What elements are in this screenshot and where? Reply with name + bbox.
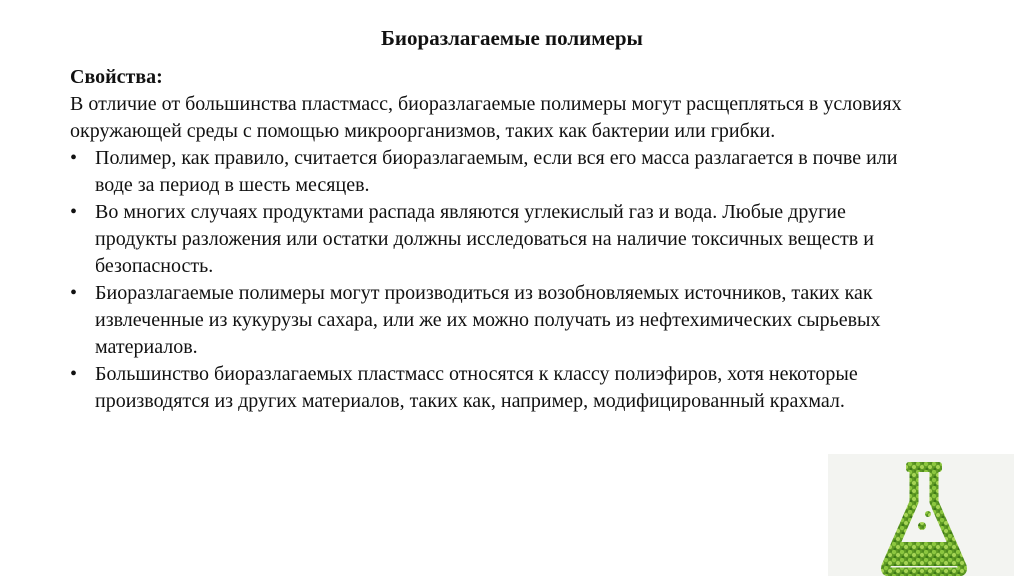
bullet-text: Биоразлагаемые полимеры могут производиться из возобновляемых источников, таких как извлеченные из кукурузы сахара, или же их можно получать из нефтехимических сырьевых материалов.	[95, 282, 881, 358]
bullet-marker: •	[70, 363, 78, 385]
bullet-text: Во многих случаях продуктами распада являются углекислый газ и вода. Любые другие продукты разложения или остатки должны исследоваться на наличие токсичных веществ и безопасность.	[95, 201, 874, 277]
slide-title: Биоразлагаемые полимеры	[381, 26, 643, 50]
bullet-text: Большинство биоразлагаемых пластмасс относятся к классу полиэфиров, хотя некоторые производятся из других материалов, таких как, например, модифицированный крахмал.	[95, 363, 858, 412]
bullet-item	[70, 361, 920, 415]
bullet-marker: •	[70, 201, 78, 223]
bullet-item	[70, 280, 920, 361]
bullet-list	[70, 145, 920, 415]
section-heading: Свойства:	[70, 66, 163, 88]
bullet-text: Полимер, как правило, считается биоразлагаемым, если вся его масса разлагается в почве или воде за период в шесть месяцев.	[95, 147, 898, 196]
intro-paragraph: В отличие от большинства пластмасс, биоразлагаемые полимеры могут расщепляться в условиях окружающей среды с помощью микроорганизмов, таких как бактерии или грибки.	[70, 93, 902, 142]
flask-image	[828, 454, 1014, 576]
slide-content	[70, 64, 970, 415]
bullet-marker: •	[70, 147, 78, 169]
green-flask-icon	[828, 454, 1014, 576]
bullet-item	[70, 145, 920, 199]
bullet-item	[70, 199, 920, 280]
bullet-marker: •	[70, 282, 78, 304]
